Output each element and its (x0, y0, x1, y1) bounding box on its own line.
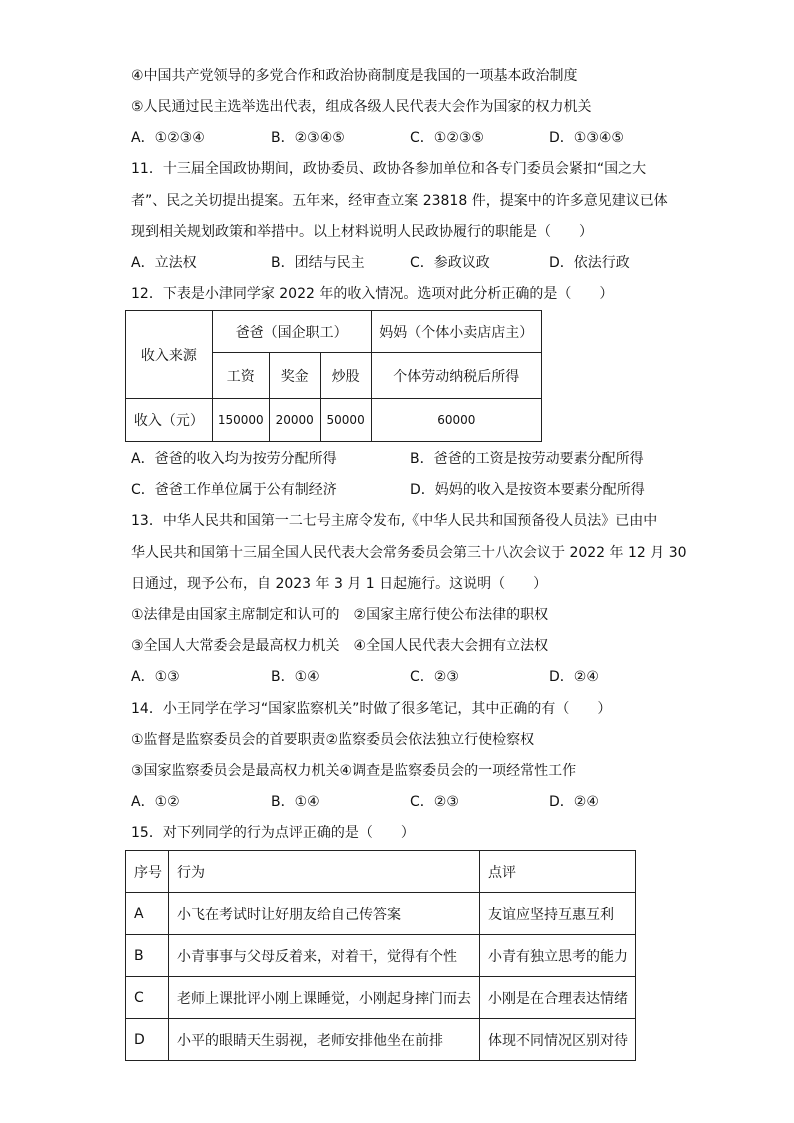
header-behavior: 行为 (169, 851, 480, 893)
q12-stem: 12．下表是小津同学家 2022 年的收入情况。选项对此分析正确的是（ ） (131, 286, 614, 302)
row-comment: 小青有独立思考的能力 (480, 935, 636, 977)
row-behavior: 老师上课批评小刚上课睡觉，小刚起身摔门而去 (169, 977, 480, 1019)
q11-options (131, 253, 661, 273)
option-d: D．②④ (549, 794, 599, 810)
q11-stem-line1: 11．十三届全国政协期间，政协委员、政协各参加单位和各专门委员会紧扣“国之大 (131, 161, 647, 177)
dad-header: 爸爸（国企职工） (212, 311, 371, 353)
option-c: C．参政议政 (410, 255, 490, 271)
q14-statements-2: ③国家监察委员会是最高权力机关④调查是监察委员会的一项经常性工作 (131, 763, 577, 779)
q13-statements-1: ①法律是由国家主席制定和认可的 ②国家主席行使公布法律的职权 (131, 607, 549, 623)
q12-options-row2 (131, 480, 661, 500)
option-d: D．②④ (549, 669, 599, 685)
option-c: C．②③ (410, 794, 459, 810)
option-a: A．①② (131, 794, 180, 810)
q11-stem-line3: 现到相关规划政策和举措中。以上材料说明人民政协履行的职能是（ ） (131, 224, 593, 240)
row-id: D (126, 1019, 169, 1061)
option-b: B．①④ (271, 669, 320, 685)
option-a: A．立法权 (131, 255, 197, 271)
option-a: A．爸爸的收入均为按劳分配所得 (131, 451, 337, 467)
q13-options (131, 667, 661, 687)
value-stocks: 50000 (320, 399, 371, 442)
row-comment: 友谊应坚持互惠互利 (480, 893, 636, 935)
q13-stem-line2: 华人民共和国第十三届全国人民代表大会常务委员会第三十八次会议于 2022 年 12 月 30 (131, 545, 687, 561)
option-b: B．②③④⑤ (271, 130, 345, 146)
row-id: C (126, 977, 169, 1019)
q10-options (131, 128, 661, 148)
table-row (126, 893, 636, 935)
q13-stem-line1: 13．中华人民共和国第一二七号主席令发布,《中华人民共和国预备役人员法》已由中 (131, 513, 658, 529)
row-id: A (126, 893, 169, 935)
q14-statements-1: ①监督是监察委员会的首要职责②监察委员会依法独立行使检察权 (131, 732, 535, 748)
option-b: B．①④ (271, 794, 320, 810)
option-d: D．妈妈的收入是按资本要素分配所得 (410, 482, 645, 498)
statement-4: ④中国共产党领导的多党合作和政治协商制度是我国的一项基本政治制度 (131, 68, 578, 84)
q13-stem-line3: 日通过，现予公布，自 2023 年 3 月 1 日起施行。这说明（ ） (131, 576, 548, 592)
row-id: B (126, 935, 169, 977)
row-label: 收入（元） (126, 399, 213, 442)
option-b: B．团结与民主 (271, 255, 365, 271)
value-bonus: 20000 (269, 399, 320, 442)
income-table (125, 310, 542, 442)
value-self-employed: 60000 (371, 399, 541, 442)
sub-header-bonus: 奖金 (269, 353, 320, 399)
row-comment: 小刚是在合理表达情绪 (480, 977, 636, 1019)
option-c: C．②③ (410, 669, 459, 685)
table-row (126, 1019, 636, 1061)
row-behavior: 小青事事与父母反着来，对着干，觉得有个性 (169, 935, 480, 977)
header-comment: 点评 (480, 851, 636, 893)
value-salary: 150000 (212, 399, 269, 442)
header-number: 序号 (126, 851, 169, 893)
option-c: C．爸爸工作单位属于公有制经济 (131, 482, 337, 498)
option-a: A．①②③④ (131, 130, 205, 146)
option-d: D．依法行政 (549, 255, 630, 271)
q14-stem: 14．小王同学在学习“国家监察机关”时做了很多笔记，其中正确的有（ ） (131, 701, 612, 717)
source-header: 收入来源 (126, 311, 213, 399)
option-b: B．爸爸的工资是按劳动要素分配所得 (410, 451, 644, 467)
row-behavior: 小平的眼睛天生弱视，老师安排他坐在前排 (169, 1019, 480, 1061)
q12-options-row1 (131, 449, 661, 469)
option-d: D．①③④⑤ (549, 130, 624, 146)
table-row (126, 935, 636, 977)
option-a: A．①③ (131, 669, 180, 685)
row-comment: 体现不同情况区别对待 (480, 1019, 636, 1061)
option-c: C．①②③⑤ (410, 130, 484, 146)
statement-5: ⑤人民通过民主选举选出代表，组成各级人民代表大会作为国家的权力机关 (131, 99, 592, 115)
mom-header: 妈妈（个体小卖店店主） (371, 311, 541, 353)
row-behavior: 小飞在考试时让好朋友给自己传答案 (169, 893, 480, 935)
table-row (126, 977, 636, 1019)
q11-stem-line2: 者”、民之关切提出提案。五年来，经审查立案 23818 件，提案中的许多意见建议已体 (131, 193, 668, 209)
q14-options (131, 792, 661, 812)
behavior-table (125, 850, 636, 1061)
q13-statements-2: ③全国人大常委会是最高权力机关 ④全国人民代表大会拥有立法权 (131, 638, 549, 654)
q15-stem: 15．对下列同学的行为点评正确的是（ ） (131, 825, 415, 841)
sub-header-self-employed: 个体劳动纳税后所得 (371, 353, 541, 399)
sub-header-salary: 工资 (212, 353, 269, 399)
sub-header-stocks: 炒股 (320, 353, 371, 399)
